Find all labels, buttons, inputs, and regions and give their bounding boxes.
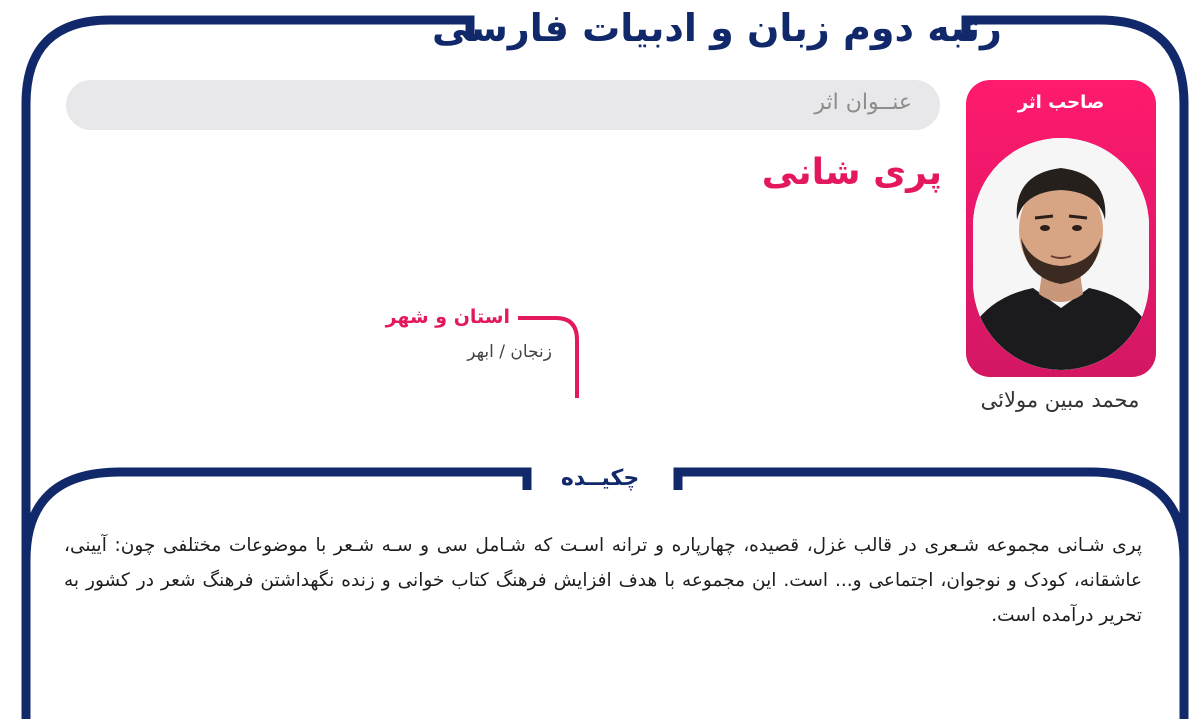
author-portrait-icon bbox=[973, 138, 1149, 370]
location-block bbox=[380, 300, 600, 410]
author-card-label: صاحب اثر bbox=[1017, 92, 1105, 113]
author-card bbox=[966, 80, 1156, 377]
abstract-title: چکیــده bbox=[560, 465, 640, 491]
abstract-text: پری شـانی مجموعه شـعری در قالب غزل، قصیده، چهارپاره و ترانه اسـت که شـامل سی و سـه شـعر با موضوعات مختلفی چون: آیینی، عاشقانه، کودک و نوجوان، اجتماعی و... است. این مجموعه با هدف افزایش فرهنگ کتاب خوانی و زنده نگهداشتن فرهنگ شعر در کشور به تحریر درآمده است. bbox=[64, 535, 1142, 626]
work-title-bar bbox=[66, 80, 940, 130]
author-photo bbox=[973, 138, 1149, 370]
author-name: محمد مبین مولائی bbox=[980, 388, 1140, 412]
page-title: رتبه دوم زبان و ادبیات فارسی bbox=[432, 6, 1002, 50]
work-title-label: عنــوان اثر bbox=[814, 90, 912, 115]
work-title: پری شانی bbox=[761, 152, 942, 193]
location-label: استان و شهر bbox=[385, 306, 510, 328]
location-value: زنجان / ابهر bbox=[467, 342, 552, 362]
